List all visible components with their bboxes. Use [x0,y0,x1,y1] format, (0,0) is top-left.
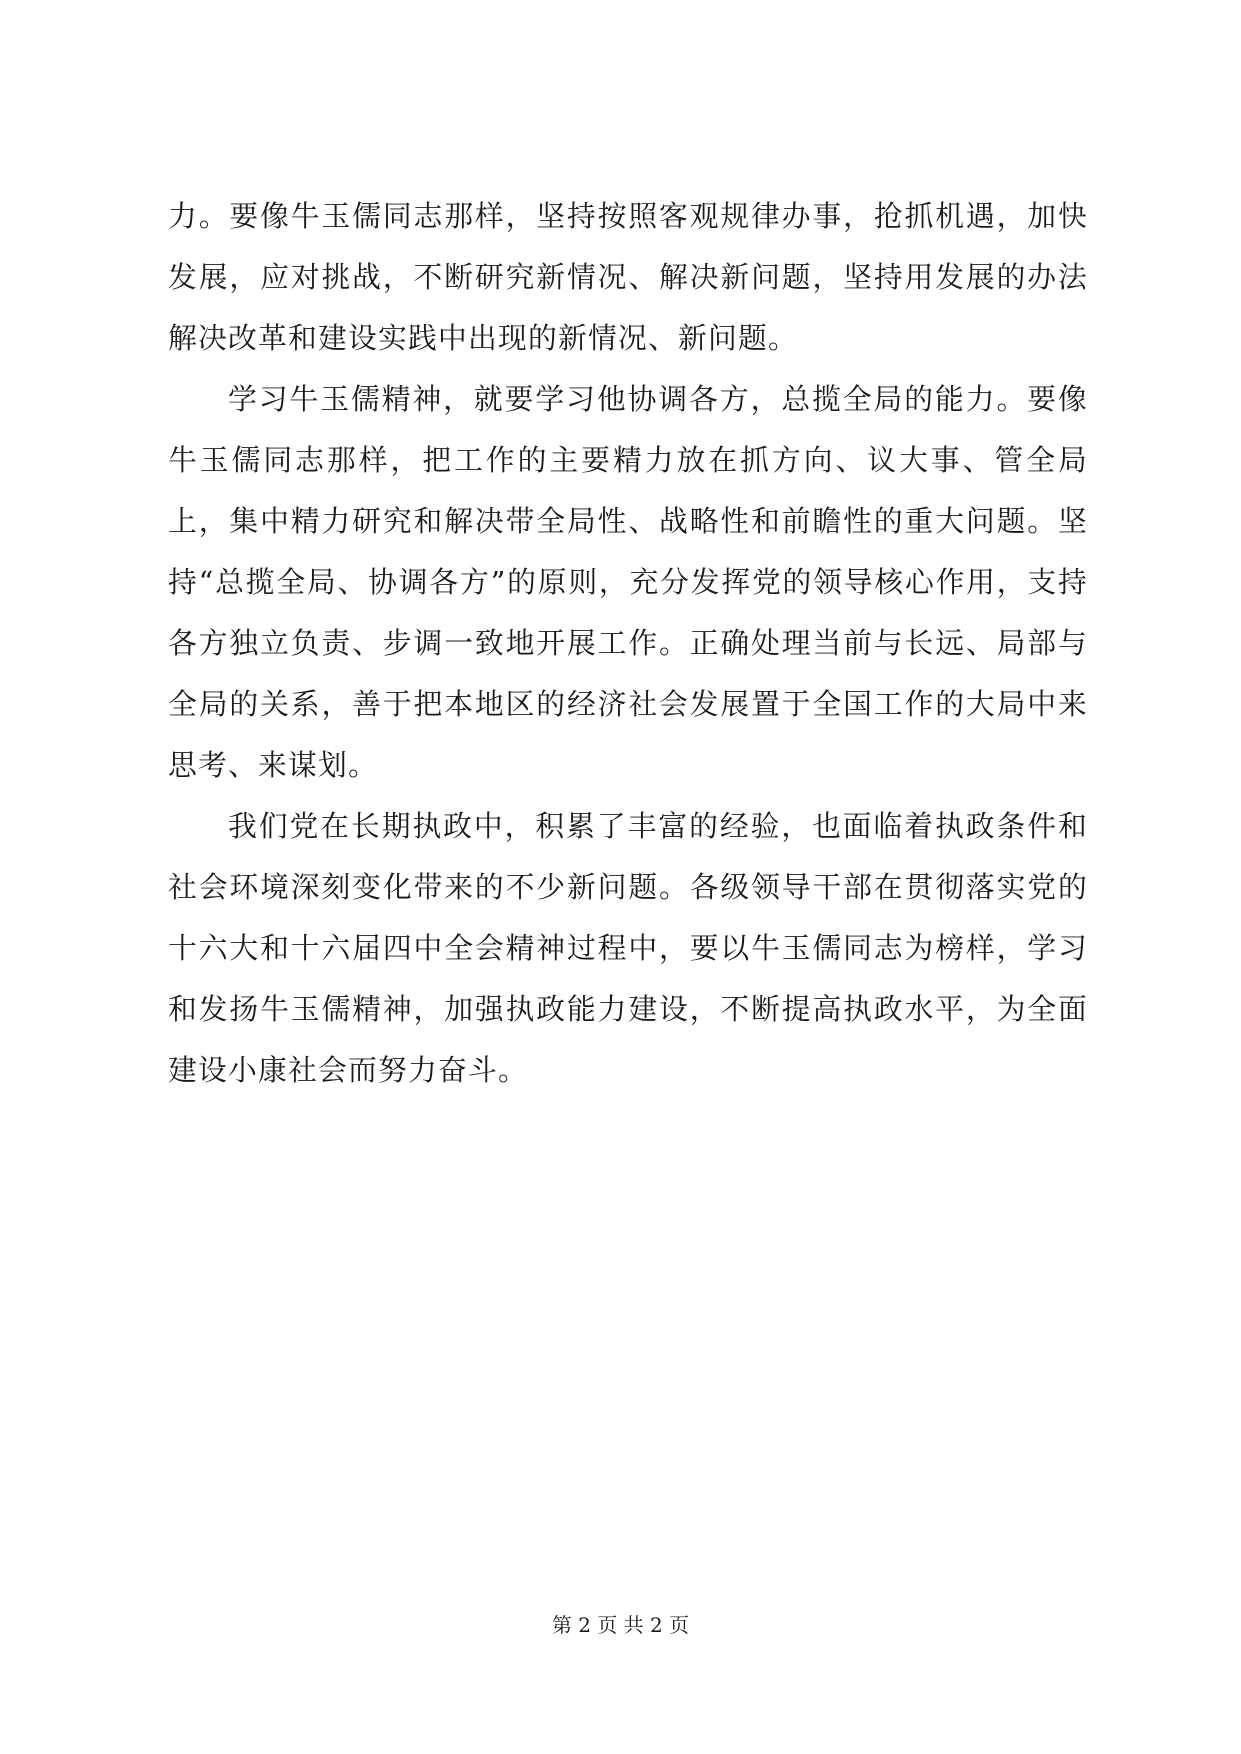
paragraph-leadership-ability: 学习牛玉儒精神，就要学习他协调各方，总揽全局的能力。要像牛玉儒同志那样，把工作的主要精力放在抓方向、议大事、管全局上，集中精力研究和解决带全局性、战略性和前瞻性的重大问题。坚持“总揽全局、协调各方”的原则，充分发挥党的领导核心作用，支持各方独立负责、步调一致地开展工作。正确处理当前与长远、局部与全局的关系，善于把本地区的经济社会发展置于全国工作的大局中来思考、来谋划。 [168,382,1088,782]
document-body [168,186,1088,1101]
paragraph-continuation: 力。要像牛玉儒同志那样，坚持按照客观规律办事，抢抓机遇，加快发展，应对挑战，不断研究新情况、解决新问题，坚持用发展的办法解决改革和建设实践中出现的新情况、新问题。 [168,199,1088,355]
paragraph-conclusion: 我们党在长期执政中，积累了丰富的经验，也面临着执政条件和社会环境深刻变化带来的不少新问题。各级领导干部在贯彻落实党的十六大和十六届四中全会精神过程中，要以牛玉儒同志为榜样，学习和发扬牛玉儒精神，加强执政能力建设，不断提高执政水平，为全面建设小康社会而努力奋斗。 [168,809,1088,1087]
page-footer: 第 2 页 共 2 页 [551,1613,690,1637]
